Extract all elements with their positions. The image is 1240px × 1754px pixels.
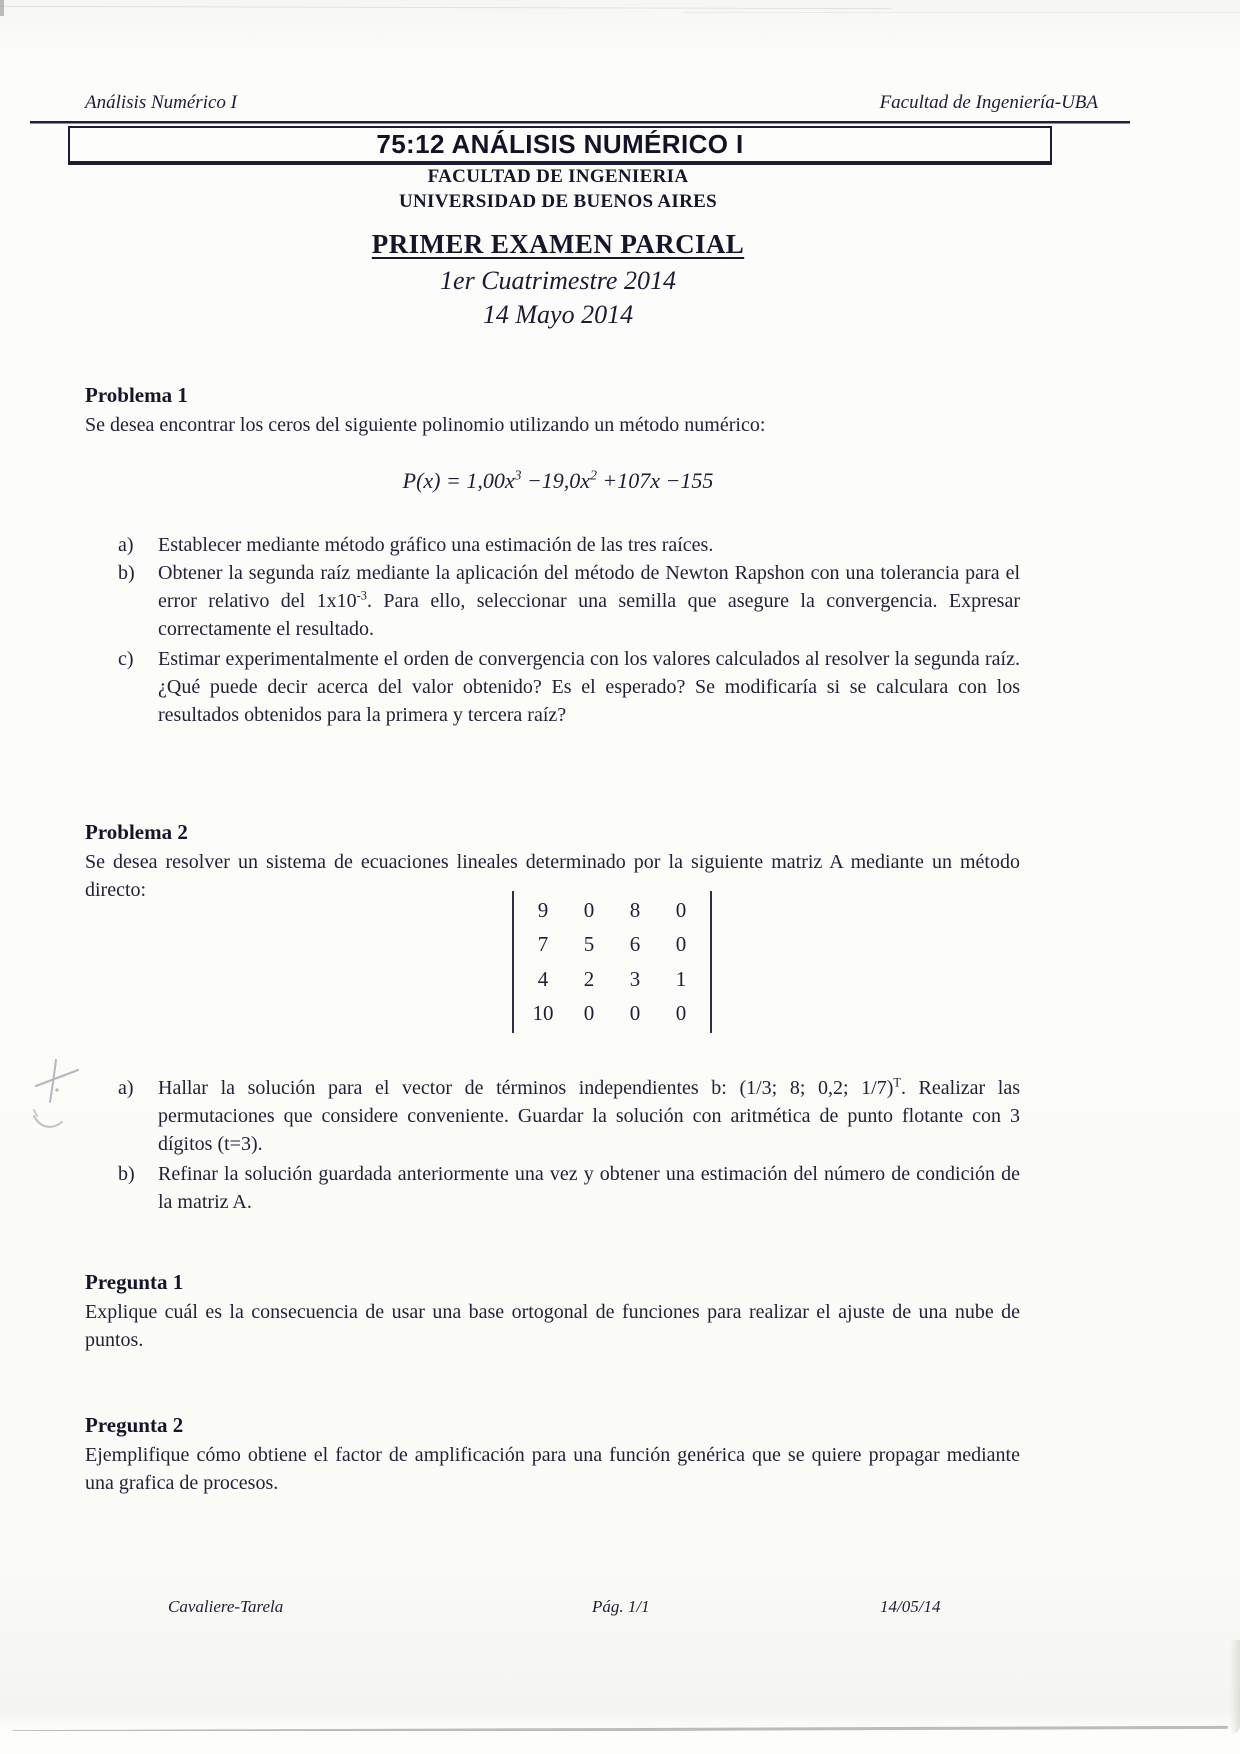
matrix-cell: 0 xyxy=(583,1001,595,1026)
pregunta1-text: Explique cuál es la consecuencia de usar una base ortogonal de funciones para realizar el ajuste de una nube de puntos. xyxy=(85,1301,1020,1351)
matrix-cell: 3 xyxy=(629,966,641,991)
problema1-item-b xyxy=(118,559,1020,643)
item-text-part: . Realizar las permutaciones que considere conveniente. Guardar la solución con aritmética de punto flotante con 3 dígitos (t=3). xyxy=(158,1077,1021,1155)
matrix-grid xyxy=(512,891,712,1033)
footer-authors: Cavaliere-Tarela xyxy=(168,1597,284,1616)
running-header-faculty: Facultad de Ingeniería-UBA xyxy=(879,92,1098,113)
item-label: b) xyxy=(118,562,135,584)
institution-university: UNIVERSIDAD DE BUENOS AIRES xyxy=(399,191,717,212)
formula-part: P(x) = 1,00x xyxy=(402,468,515,493)
matrix-cell: 5 xyxy=(583,932,595,957)
matrix-cell: 0 xyxy=(629,1001,641,1026)
header-rule xyxy=(30,121,1130,123)
formula-exponent: 2 xyxy=(590,467,597,483)
matrix-cell: 6 xyxy=(629,932,641,957)
item-text: Refinar la solución guardada anteriormente una vez y obtener una estimación del número de condición de la matriz A. xyxy=(158,1163,1020,1213)
matrix-cell: 2 xyxy=(583,966,595,991)
problema2-heading: Problema 2 xyxy=(85,820,188,844)
item-exponent: T xyxy=(893,1075,901,1090)
matrix-cell: 10 xyxy=(532,1001,554,1026)
matrix-cell: 8 xyxy=(629,897,641,922)
item-label: b) xyxy=(118,1163,135,1185)
item-label: a) xyxy=(118,1077,134,1099)
matrix-cell: 0 xyxy=(675,932,687,957)
item-exponent: -3 xyxy=(356,588,367,603)
matrix-cell: 1 xyxy=(675,966,687,991)
institution-faculty: FACULTAD DE INGENIERIA xyxy=(427,166,689,187)
problema2-item-b xyxy=(118,1160,1020,1216)
matrix-cell: 0 xyxy=(675,897,687,922)
matrix-a xyxy=(512,891,712,1033)
scan-corner-mark xyxy=(0,0,4,16)
scan-background-below-paper xyxy=(0,1731,1240,1754)
course-title: 75:12 ANÁLISIS NUMÉRICO I xyxy=(376,129,744,159)
item-text-part: . Para ello, seleccionar una semilla que asegure la convergencia. Expresar correctamente el resultado. xyxy=(158,590,1020,640)
pregunta2-heading: Pregunta 2 xyxy=(85,1413,184,1437)
pregunta1-heading: Pregunta 1 xyxy=(85,1270,184,1294)
scan-top-crease xyxy=(682,12,1240,13)
formula-part: +107x −155 xyxy=(596,468,714,493)
footer-page-number: Pág. 1/1 xyxy=(592,1597,650,1616)
matrix-cell: 7 xyxy=(537,932,549,957)
problema1-intro: Se desea encontrar los ceros del siguiente polinomio utilizando un método numérico: xyxy=(85,414,766,436)
item-text: Establecer mediante método gráfico una estimación de las tres raíces. xyxy=(158,534,714,556)
course-title-box xyxy=(68,126,1052,165)
problema1-item-c xyxy=(118,645,1020,729)
matrix-cell: 4 xyxy=(537,966,549,991)
pregunta2-text: Ejemplifique cómo obtiene el factor de amplificación para una función genérica que se quiere propagar mediante una grafica de procesos. xyxy=(85,1444,1020,1494)
exam-term: 1er Cuatrimestre 2014 xyxy=(440,266,676,295)
polynomial-formula xyxy=(68,468,1048,494)
item-text xyxy=(158,559,1020,643)
problema2-intro: Se desea resolver un sistema de ecuaciones lineales determinado por la siguiente matriz A mediante un método directo: xyxy=(85,851,1020,901)
item-label: a) xyxy=(118,534,134,556)
pencil-mark xyxy=(26,1054,92,1142)
running-header-course: Análisis Numérico I xyxy=(85,92,237,113)
item-label: c) xyxy=(118,648,134,670)
item-text xyxy=(158,1074,1020,1158)
exam-date: 14 Mayo 2014 xyxy=(482,300,634,329)
footer-date: 14/05/14 xyxy=(880,1597,941,1616)
item-text-part: Obtener la segunda raíz mediante la aplicación del método de Newton Rapshon con una tolerancia para el error relativo del 1x10 xyxy=(158,562,1020,612)
exam-title: PRIMER EXAMEN PARCIAL xyxy=(371,229,745,259)
problema1-heading: Problema 1 xyxy=(85,383,188,407)
scan-right-edge-curl xyxy=(1230,1640,1240,1735)
item-text: Estimar experimentalmente el orden de convergencia con los valores calculados al resolver la segunda raíz. ¿Qué puede decir acerca del valor obtenido? Es el esperado? Se modificaría si se calculara con los resultados obtenidos para la primera y tercera raíz? xyxy=(158,648,1020,726)
matrix-cell: 0 xyxy=(675,1001,687,1026)
matrix-cell: 0 xyxy=(583,897,595,922)
formula-exponent: 3 xyxy=(514,467,522,483)
formula-part: −19,0x xyxy=(521,468,591,493)
item-text-part: Hallar la solución para el vector de términos independientes b: (1/3; 8; 0,2; 1/7) xyxy=(158,1077,894,1099)
problema2-item-a xyxy=(118,1074,1020,1158)
matrix-cell: 9 xyxy=(537,897,549,922)
problema1-item-a xyxy=(118,531,1020,559)
scan-top-edge xyxy=(0,6,893,9)
